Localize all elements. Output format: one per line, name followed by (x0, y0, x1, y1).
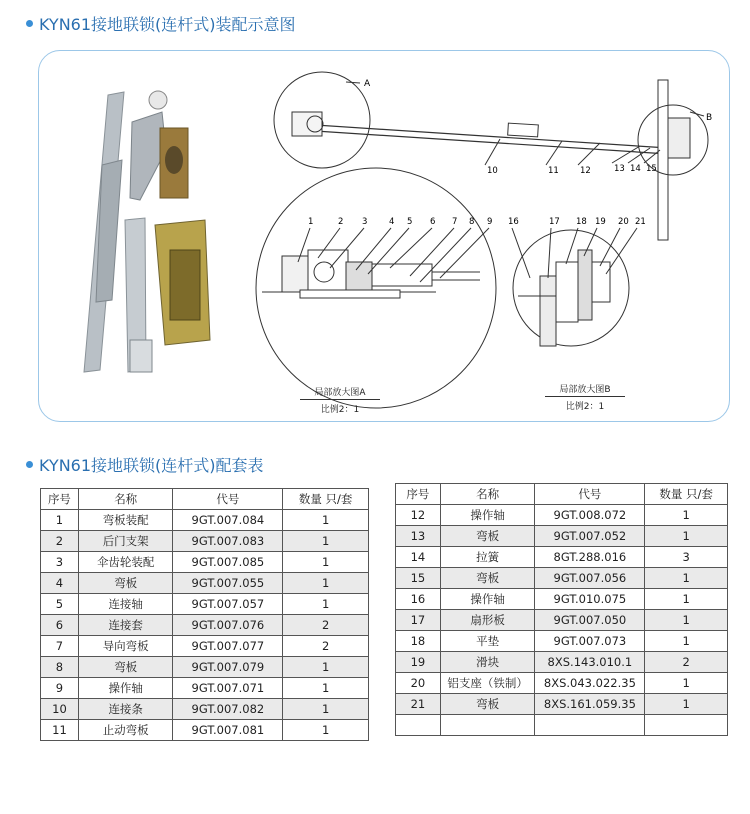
cell-seq: 4 (41, 573, 79, 594)
callout-12: 12 (580, 166, 591, 176)
callout-20: 20 (618, 217, 629, 227)
cell-name: 铝支座（铁制） (440, 673, 535, 694)
table-row (396, 652, 728, 673)
table-row (41, 594, 369, 615)
callout-14: 14 (630, 164, 641, 174)
cell-code: 9GT.007.076 (173, 615, 283, 636)
header-name: 名称 (440, 484, 535, 505)
cell-code: 9GT.007.056 (535, 568, 645, 589)
cell-seq: 9 (41, 678, 79, 699)
table-title (26, 453, 264, 476)
header-qty: 数量 只/套 (283, 489, 369, 510)
cell-code: 8XS.143.010.1 (535, 652, 645, 673)
cell-seq: 10 (41, 699, 79, 720)
callout-17: 17 (549, 217, 560, 227)
table-row (396, 673, 728, 694)
header-name: 名称 (78, 489, 173, 510)
cell-seq: 12 (396, 505, 441, 526)
callout-2: 2 (338, 217, 344, 227)
cell-seq: 7 (41, 636, 79, 657)
callout-8: 8 (469, 217, 475, 227)
table-row (396, 610, 728, 631)
cell-code: 9GT.007.083 (173, 531, 283, 552)
caption-b-scale: 比例2：1 (565, 402, 605, 412)
callout-19: 19 (595, 217, 606, 227)
cell-seq: 19 (396, 652, 441, 673)
cell-seq: 21 (396, 694, 441, 715)
cell-qty: 1 (283, 552, 369, 573)
main-callouts (485, 139, 660, 176)
caption-a-title: 局部放大图A (300, 385, 380, 400)
cell-code: 8XS.161.059.35 (535, 694, 645, 715)
cell-qty: 1 (283, 510, 369, 531)
cell-name: 拉簧 (440, 547, 535, 568)
cell-name: 操作轴 (440, 589, 535, 610)
cell-code: 8GT.288.016 (535, 547, 645, 568)
cell-qty: 1 (283, 657, 369, 678)
cell-qty: 1 (645, 673, 728, 694)
table-row (41, 678, 369, 699)
table-row (396, 631, 728, 652)
cell-qty: 3 (645, 547, 728, 568)
cell-qty: 1 (645, 631, 728, 652)
table-row (41, 657, 369, 678)
cell-code: 9GT.007.073 (535, 631, 645, 652)
callout-5: 5 (407, 217, 413, 227)
callout-10: 10 (487, 166, 498, 176)
table-header-row (396, 484, 728, 505)
cell-qty: 1 (645, 694, 728, 715)
table-row (396, 526, 728, 547)
cell-seq: 1 (41, 510, 79, 531)
cell-code: 9GT.007.082 (173, 699, 283, 720)
cell-qty (645, 715, 728, 736)
callout-1: 1 (308, 217, 314, 227)
cell-qty: 1 (283, 594, 369, 615)
header-code: 代号 (173, 489, 283, 510)
cell-code: 9GT.007.081 (173, 720, 283, 741)
cell-name: 弯板 (440, 568, 535, 589)
callout-21: 21 (635, 217, 646, 227)
cell-seq: 2 (41, 531, 79, 552)
cell-code: 9GT.010.075 (535, 589, 645, 610)
cell-seq: 15 (396, 568, 441, 589)
table-row (396, 547, 728, 568)
callout-16: 16 (508, 217, 519, 227)
callout-13: 13 (614, 164, 625, 174)
cell-seq: 14 (396, 547, 441, 568)
callout-4: 4 (389, 217, 395, 227)
detail-a-drawing (256, 168, 496, 408)
parts-table-right (395, 483, 728, 736)
cell-name: 后门支架 (78, 531, 173, 552)
table-row (41, 552, 369, 573)
cell-seq: 17 (396, 610, 441, 631)
callout-label-b: B (706, 113, 713, 123)
cell-name: 连接轴 (78, 594, 173, 615)
cell-seq (396, 715, 441, 736)
cell-name: 操作轴 (78, 678, 173, 699)
detail-b-drawing (513, 230, 629, 346)
callout-label-a: A (364, 79, 371, 89)
cell-seq: 6 (41, 615, 79, 636)
cell-code (535, 715, 645, 736)
table-row (41, 573, 369, 594)
caption-a-scale: 比例2：1 (320, 405, 360, 415)
callout-9: 9 (487, 217, 493, 227)
cell-qty: 2 (283, 615, 369, 636)
cell-name: 扇形板 (440, 610, 535, 631)
table-row (41, 636, 369, 657)
main-shaft-drawing (274, 72, 708, 240)
cell-code: 9GT.007.085 (173, 552, 283, 573)
caption-detail-b (545, 382, 625, 412)
cell-name: 弯板 (440, 694, 535, 715)
caption-detail-a (300, 385, 380, 415)
header-seq: 序号 (41, 489, 79, 510)
parts-table-left (40, 488, 369, 741)
callout-11: 11 (548, 166, 559, 176)
table-title-text: KYN61接地联锁(连杆式)配套表 (39, 456, 264, 475)
table-row (41, 510, 369, 531)
cell-qty: 1 (283, 699, 369, 720)
cell-name: 弯板 (440, 526, 535, 547)
cell-qty: 1 (283, 573, 369, 594)
callout-3: 3 (362, 217, 368, 227)
cell-seq: 20 (396, 673, 441, 694)
cell-code: 9GT.007.084 (173, 510, 283, 531)
cell-seq: 13 (396, 526, 441, 547)
cell-code: 9GT.007.057 (173, 594, 283, 615)
caption-b-title: 局部放大图B (545, 382, 625, 397)
cell-name: 弯板装配 (78, 510, 173, 531)
table-row (396, 505, 728, 526)
table-header-row (41, 489, 369, 510)
cell-code: 9GT.007.052 (535, 526, 645, 547)
cell-name: 连接条 (78, 699, 173, 720)
callout-7: 7 (452, 217, 458, 227)
cell-name: 弯板 (78, 573, 173, 594)
cell-qty: 1 (645, 505, 728, 526)
cell-name: 滑块 (440, 652, 535, 673)
cell-qty: 1 (283, 720, 369, 741)
table-row (396, 694, 728, 715)
cell-seq: 8 (41, 657, 79, 678)
table-row (41, 699, 369, 720)
callout-18: 18 (576, 217, 587, 227)
callout-15: 15 (646, 164, 657, 174)
bullet-icon (26, 461, 33, 468)
cell-qty: 2 (283, 636, 369, 657)
cell-qty: 1 (645, 589, 728, 610)
cell-name: 弯板 (78, 657, 173, 678)
cell-qty: 1 (283, 678, 369, 699)
cell-code: 9GT.007.077 (173, 636, 283, 657)
cell-name: 导向弯板 (78, 636, 173, 657)
cell-name: 操作轴 (440, 505, 535, 526)
cell-qty: 1 (645, 568, 728, 589)
cell-seq: 18 (396, 631, 441, 652)
cell-code: 9GT.007.055 (173, 573, 283, 594)
header-qty: 数量 只/套 (645, 484, 728, 505)
table-row (41, 531, 369, 552)
header-code: 代号 (535, 484, 645, 505)
cell-qty: 1 (283, 531, 369, 552)
cell-code: 9GT.007.079 (173, 657, 283, 678)
cell-qty: 2 (645, 652, 728, 673)
table-row (396, 589, 728, 610)
cell-seq: 3 (41, 552, 79, 573)
parts-photo (84, 91, 210, 372)
cell-qty: 1 (645, 526, 728, 547)
table-row (41, 615, 369, 636)
cell-qty: 1 (645, 610, 728, 631)
cell-code: 9GT.007.071 (173, 678, 283, 699)
cell-seq: 11 (41, 720, 79, 741)
cell-name: 伞齿轮装配 (78, 552, 173, 573)
cell-code: 9GT.007.050 (535, 610, 645, 631)
cell-seq: 5 (41, 594, 79, 615)
callout-6: 6 (430, 217, 436, 227)
cell-seq: 16 (396, 589, 441, 610)
cell-name: 止动弯板 (78, 720, 173, 741)
cell-code: 9GT.008.072 (535, 505, 645, 526)
table-row (396, 568, 728, 589)
table-row (41, 720, 369, 741)
cell-name: 平垫 (440, 631, 535, 652)
cell-name (440, 715, 535, 736)
header-seq: 序号 (396, 484, 441, 505)
cell-code: 8XS.043.022.35 (535, 673, 645, 694)
cell-name: 连接套 (78, 615, 173, 636)
table-row (396, 715, 728, 736)
assembly-title-text: KYN61接地联锁(连杆式)装配示意图 (39, 15, 296, 34)
